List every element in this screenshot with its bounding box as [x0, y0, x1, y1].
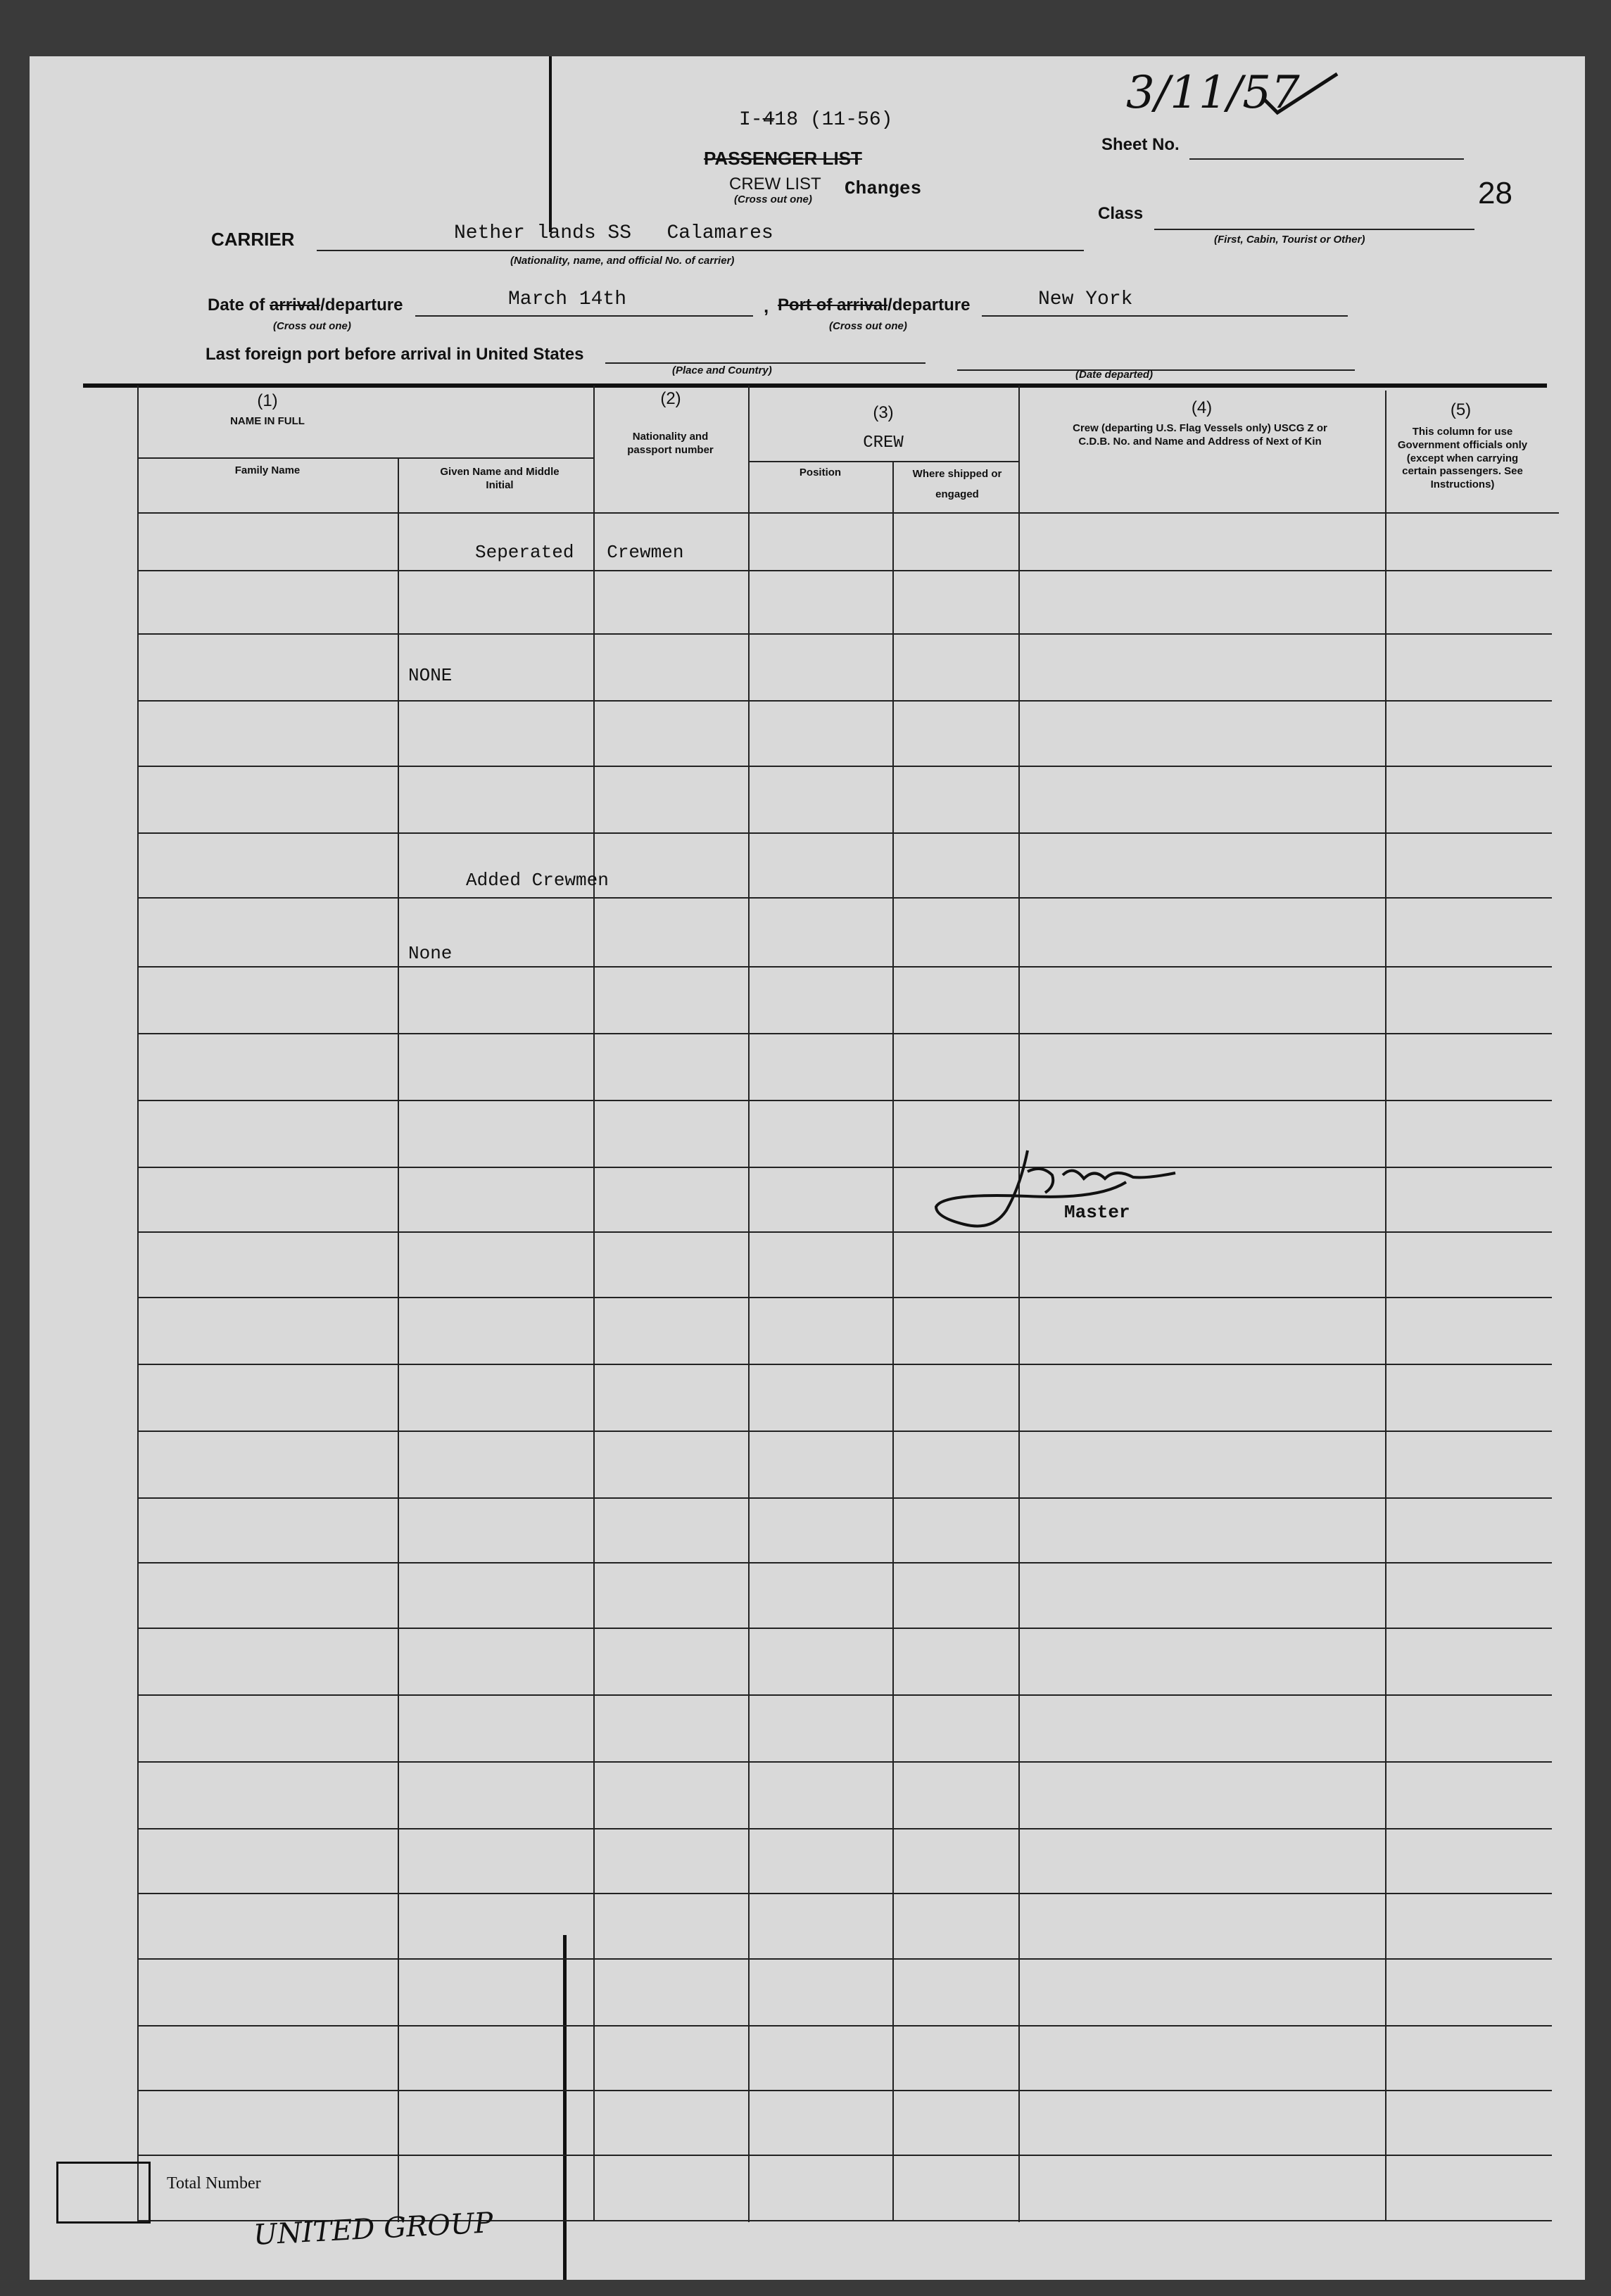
form-number-rest: 18 (11-56) [774, 109, 893, 131]
header-subline-name [137, 457, 593, 459]
added-crewmen-label: Added Crewmen [466, 870, 609, 891]
row-line [137, 1828, 1552, 1829]
port-hint: (Cross out one) [829, 320, 907, 332]
col3-title: CREW [863, 433, 904, 452]
sheet-line [1189, 158, 1464, 160]
row-line [137, 1497, 1552, 1499]
row-line [137, 2155, 1552, 2156]
date-label-struck: arrival [270, 296, 321, 315]
row-line [137, 1364, 1552, 1365]
carrier-value: Nether lands SS Calamares [454, 222, 773, 244]
col2-number: (2) [660, 389, 681, 408]
row-line [137, 2025, 1552, 2027]
handwritten-note: UNITED GROUP [253, 2207, 494, 2252]
row-line [137, 1628, 1552, 1629]
last-port-line [605, 362, 925, 364]
row-line [137, 766, 1552, 767]
date-label-suffix: /departure [320, 296, 403, 315]
date-line [415, 315, 753, 317]
col2-title: Nationality and passport number [627, 431, 714, 456]
handwritten-date: 3/11/57 [1126, 67, 1300, 119]
row-line [137, 1231, 1552, 1233]
none-upper: NONE [408, 665, 453, 686]
row-line [137, 700, 1552, 702]
port-label [778, 296, 970, 315]
col4-title: Crew (departing U.S. Flag Vessels only) USCG Z or C.D.B. No. and Name and Address of Next of Kin [1073, 422, 1327, 448]
carrier-hint: (Nationality, name, and official No. of carrier) [510, 255, 735, 267]
row-line [137, 1297, 1552, 1298]
row-line [137, 1100, 1552, 1101]
class-line [1154, 229, 1474, 230]
carrier-label: CARRIER [211, 229, 295, 250]
date-hint: (Cross out one) [273, 320, 351, 332]
total-number-label: Total Number [167, 2174, 261, 2193]
port-label-struck: Port of arrival [778, 296, 888, 315]
separated-crewmen-label: Seperated Crewmen [475, 542, 684, 563]
row-line [137, 1562, 1552, 1564]
class-hint: (First, Cabin, Tourist or Other) [1214, 234, 1365, 246]
port-label-suffix: /departure [887, 296, 971, 315]
col3-number: (3) [873, 403, 894, 422]
row-line [137, 1033, 1552, 1034]
row-line [137, 1893, 1552, 1894]
port-line [982, 315, 1348, 317]
form-number-struck: 4 [762, 109, 775, 131]
row-line [137, 832, 1552, 834]
last-port-date-hint: (Date departed) [1075, 369, 1154, 381]
master-signature [922, 1143, 1189, 1242]
col-line-1 [398, 457, 399, 2222]
cross-out-hint-1: (Cross out one) [734, 194, 812, 205]
row-line [137, 1431, 1552, 1432]
col-line-3 [748, 386, 750, 2222]
col-line-0 [137, 386, 139, 2222]
passenger-list-struck: PASSENGER LIST [704, 148, 862, 169]
row-line [137, 966, 1552, 968]
carrier-line [317, 250, 1084, 251]
row-line [137, 1694, 1552, 1696]
row-line [137, 897, 1552, 899]
date-value: March 14th [508, 288, 627, 310]
last-port-place-hint: (Place and Country) [672, 364, 772, 376]
date-label-prefix: Date of [208, 296, 270, 315]
form-number-prefix: I- [739, 109, 763, 131]
where-shipped-header: Where shipped or engaged [912, 468, 1002, 500]
sheet-value: 28 [1478, 176, 1512, 210]
none-lower: None [408, 943, 453, 964]
class-label: Class [1098, 204, 1144, 223]
col1-number: (1) [257, 391, 278, 410]
row-line [137, 1958, 1552, 1960]
port-value: New York [1038, 288, 1133, 310]
check-mark-icon [1260, 70, 1344, 120]
col-line-4 [892, 461, 894, 2220]
fold-line-bottom [563, 1935, 567, 2280]
row-line [137, 570, 1552, 571]
col1-title: NAME IN FULL [230, 415, 305, 427]
date-label [208, 296, 403, 315]
sheet-label: Sheet No. [1101, 135, 1180, 154]
header-bottom-line [137, 512, 1559, 514]
table-top-rule [83, 383, 1547, 388]
crew-list-form [30, 56, 1585, 2280]
header-subline-crew [748, 461, 1018, 462]
changes-label: Changes [845, 178, 922, 199]
given-name-header: Given Name and Middle Initial [440, 466, 560, 491]
position-header: Position [799, 467, 842, 478]
col5-title: This column for use Government officials only (except when carrying certain passengers. See Instructions) [1397, 426, 1528, 490]
col4-number: (4) [1191, 398, 1213, 417]
last-port-date-line [957, 369, 1355, 371]
row-line [137, 1167, 1552, 1168]
col-line-5 [1018, 386, 1020, 2222]
col-line-6 [1385, 391, 1386, 2221]
family-name-header: Family Name [234, 464, 301, 476]
comma: , [764, 296, 769, 317]
col5-number: (5) [1450, 400, 1472, 419]
form-number [739, 109, 892, 131]
col-line-2 [593, 386, 595, 2221]
row-line [137, 1761, 1552, 1763]
total-number-box [56, 2162, 151, 2224]
last-port-label: Last foreign port before arrival in United States [206, 345, 584, 364]
row-line [137, 633, 1552, 635]
crew-list-title: CREW LIST [729, 175, 821, 194]
master-label: Master [1064, 1202, 1130, 1223]
fold-line-top [549, 56, 552, 232]
row-line [137, 2090, 1552, 2091]
